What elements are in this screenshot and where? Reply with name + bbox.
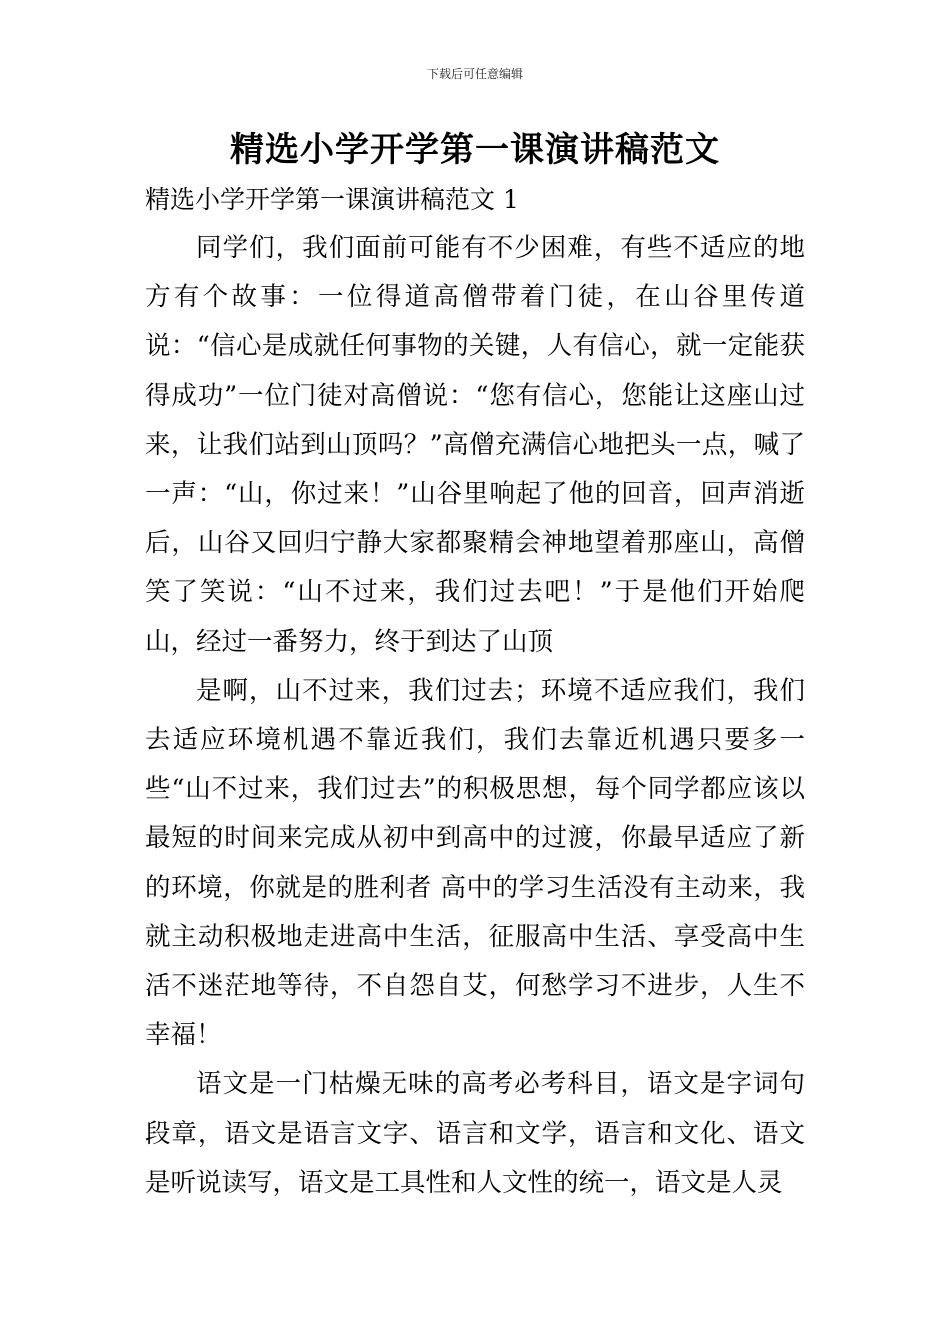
header-note: 下载后可任意编辑 <box>426 67 523 81</box>
paragraph: 同学们，我们面前可能有不少困难，有些不适应的地方有个故事：一位得道高僧带着门徒，在山谷里传道说：“信心是成就任何事物的关键，人有信心，就一定能获得成功”一位门徒对高僧说：“您有信心，您能让这座山过来，让我们站到山顶吗？”高僧充满信心地把头一点，喊了一声：“山，你过来！”山谷里响起了他的回音，回声消逝后，山谷又回归宁静大家都聚精会神地望着那座山，高僧笑了笑说：“山不过来，我们过去吧！”于是他们开始爬山，经过一番努力，终于到达了山顶 <box>145 233 805 657</box>
body-text <box>145 224 805 1208</box>
paragraph: 语文是一门枯燥无味的高考必考科目，语文是字词句段章，语文是语言文字、语言和文学，语言和文化、语文是听说读写，语文是工具性和人文性的统一，语文是人灵 <box>145 1069 805 1198</box>
document-title: 精选小学开学第一课演讲稿范文 <box>230 130 720 170</box>
section-heading: 精选小学开学第一课演讲稿范文 1 <box>145 185 519 214</box>
paragraph: 是啊，山不过来，我们过去；环境不适应我们，我们去适应环境机遇不靠近我们，我们去靠近机遇只要多一些“山不过来，我们过去”的积极思想，每个同学都应该以最短的时间来完成从初中到高中的过渡，你最早适应了新的环境，你就是的胜利者 高中的学习生活没有主动来，我就主动积极地走进高中生活，征服高中生活、享受高中生活不迷茫地等待，不自怨自艾，何愁学习不进步，人生不幸福！ <box>145 675 805 1051</box>
